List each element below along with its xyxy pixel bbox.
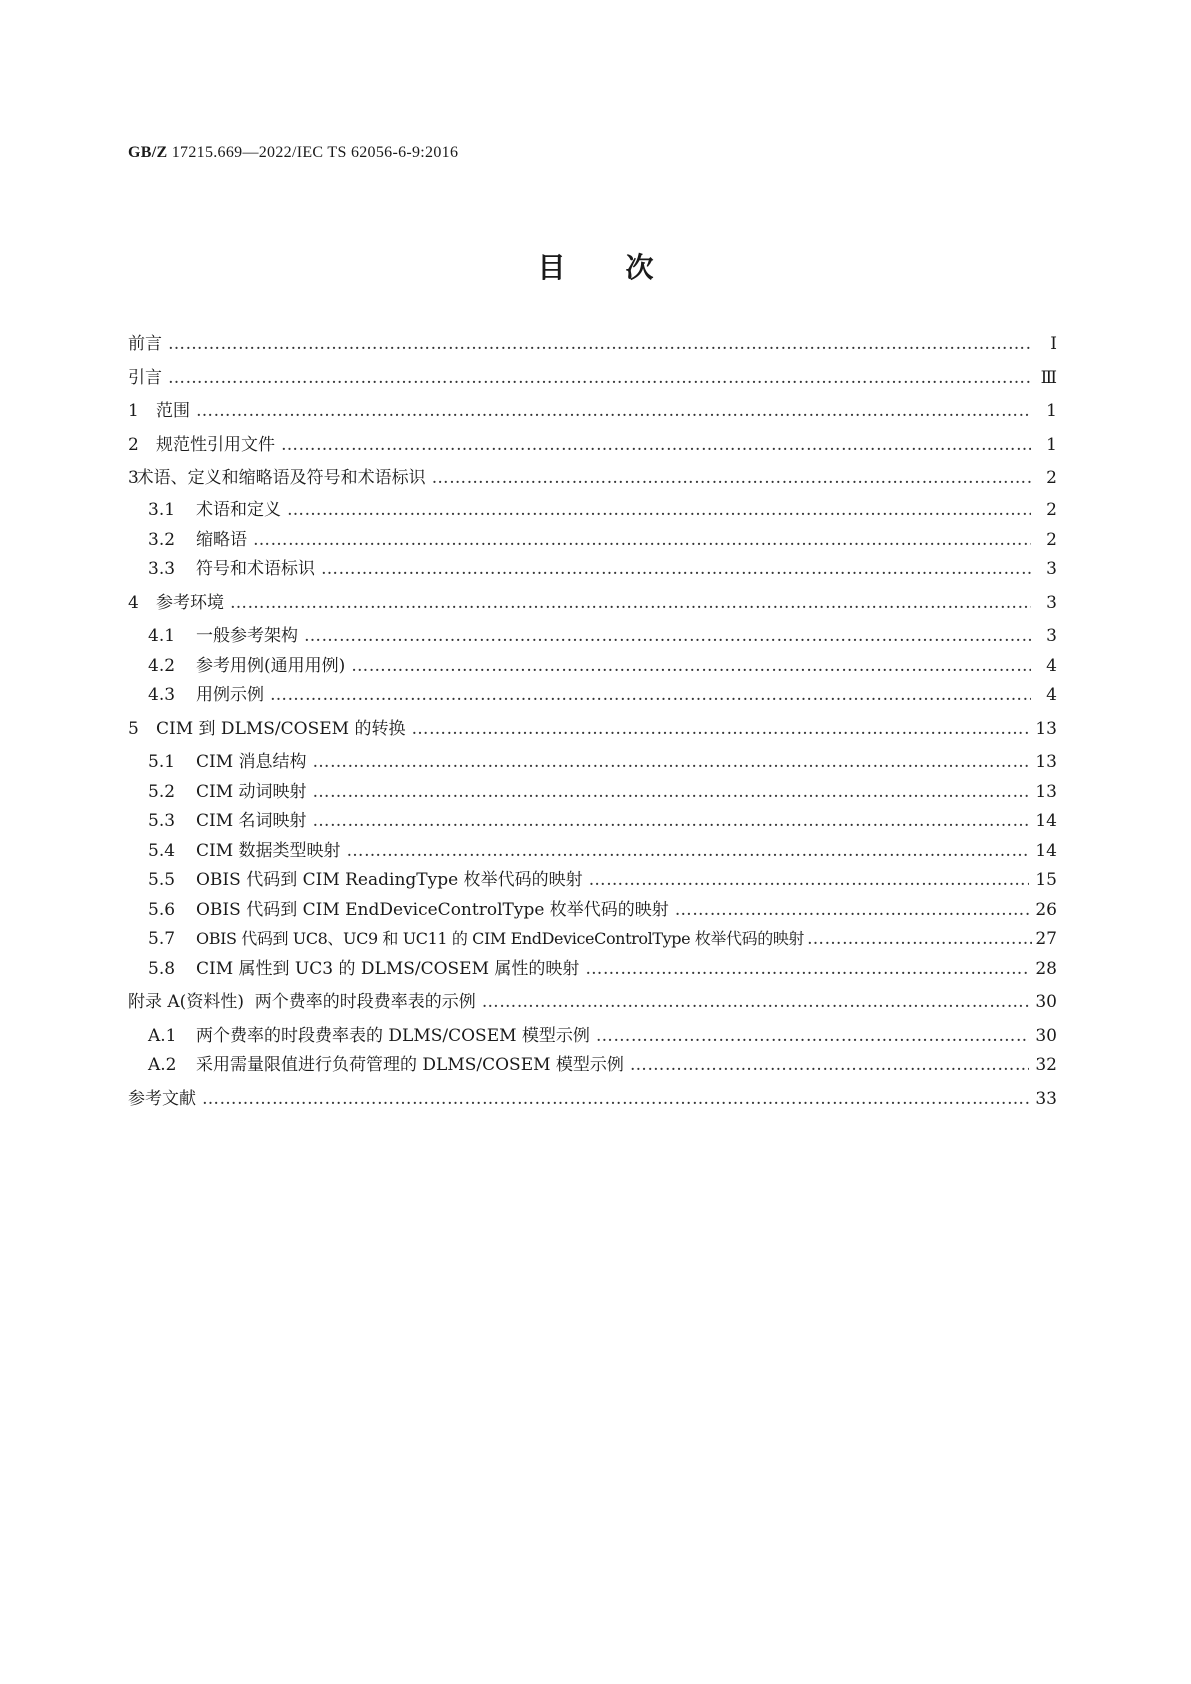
standard-header: [128, 144, 458, 162]
toc-entry-page: 3: [1046, 626, 1057, 646]
toc-entry-number: A.1: [148, 1026, 177, 1046]
toc-entry-page: 32: [1035, 1055, 1057, 1075]
toc-entry-introduction[interactable]: [128, 366, 1057, 390]
dot-leader: [585, 957, 1029, 981]
toc-entry-page: 2: [1046, 500, 1057, 520]
toc-entry-page: 13: [1035, 782, 1057, 802]
dot-leader: [411, 717, 1029, 741]
toc-entry-page: 13: [1035, 719, 1057, 739]
toc-entry-5-6[interactable]: [148, 898, 1057, 922]
toc-entry-number: 5.4: [148, 841, 176, 861]
toc-entry-number: 5: [128, 719, 139, 739]
toc-entry-number: 2: [128, 435, 139, 455]
dot-leader: [347, 839, 1030, 863]
toc-entry-page: 30: [1035, 992, 1057, 1012]
toc-entry-page: 15: [1035, 870, 1057, 890]
toc-entry-4-3[interactable]: [148, 683, 1057, 707]
toc-entry-annex-a[interactable]: [128, 990, 1057, 1014]
toc-entry-page: 28: [1035, 959, 1057, 979]
toc-entry-title: 两个费率的时段费率表的 DLMS/COSEM 模型示例: [196, 1026, 590, 1046]
toc-entry-number: 5.7: [148, 929, 176, 949]
toc-entry-4[interactable]: [128, 591, 1057, 615]
toc-entry-title: 引言: [128, 368, 162, 388]
toc-entry-title: OBIS 代码到 CIM ReadingType 枚举代码的映射: [196, 870, 583, 890]
toc-entry-title: 符号和术语标识: [196, 559, 315, 579]
toc-entry-foreword[interactable]: [128, 332, 1057, 356]
toc-entry-4-2[interactable]: [148, 654, 1057, 678]
toc-entry-4-1[interactable]: [148, 624, 1057, 648]
toc-entry-title: CIM 消息结构: [196, 752, 307, 772]
toc-entry-page: Ⅲ: [1040, 368, 1057, 388]
dot-leader: [313, 780, 1030, 804]
dot-leader: [807, 927, 1032, 951]
toc-entry-bibliography[interactable]: [128, 1087, 1057, 1111]
dot-leader: [168, 366, 1031, 390]
toc-entry-title: CIM 动词映射: [196, 782, 307, 802]
toc-entry-title: CIM 到 DLMS/COSEM 的转换: [156, 719, 406, 739]
toc-entry-5-8[interactable]: [148, 957, 1057, 981]
dot-leader: [202, 1087, 1029, 1111]
toc-entry-3-2[interactable]: [148, 528, 1057, 552]
toc-entry-title: 术语、定义和缩略语及符号和术语标识: [136, 468, 426, 488]
toc-entry-page: 33: [1035, 1089, 1057, 1109]
toc-entry-5-5[interactable]: [148, 868, 1057, 892]
toc-entry-number: 4.1: [148, 626, 176, 646]
toc-entry-number: 4.2: [148, 656, 176, 676]
toc-entry-title: CIM 名词映射: [196, 811, 307, 831]
dot-leader: [281, 433, 1031, 457]
toc-entry-3[interactable]: [128, 466, 1057, 490]
toc-entry-1[interactable]: [128, 399, 1057, 423]
toc-entry-title: OBIS 代码到 UC8、UC9 和 UC11 的 CIM EndDeviceControlType 枚举代码的映射: [196, 929, 805, 948]
toc-entry-number: 5.3: [148, 811, 176, 831]
toc-entry-page: 3: [1046, 593, 1057, 613]
toc-entry-5-4[interactable]: [148, 839, 1057, 863]
toc-entry-title: CIM 属性到 UC3 的 DLMS/COSEM 属性的映射: [196, 959, 580, 979]
dot-leader: [313, 750, 1030, 774]
toc-entry-5-1[interactable]: [148, 750, 1057, 774]
toc-entry-number: 3.2: [148, 530, 176, 550]
dot-leader: [432, 466, 1031, 490]
toc-entry-page: 1: [1046, 401, 1057, 421]
toc-entry-a-2[interactable]: [148, 1053, 1057, 1077]
toc-entry-5-2[interactable]: [148, 780, 1057, 804]
dot-leader: [482, 990, 1030, 1014]
standard-code: GB/Z: [128, 144, 168, 161]
toc-entry-page: Ⅰ: [1050, 334, 1057, 354]
dot-leader: [675, 898, 1030, 922]
toc-entry-number: 5.8: [148, 959, 176, 979]
dot-leader: [230, 591, 1031, 615]
dot-leader: [287, 498, 1031, 522]
toc-entry-title: CIM 数据类型映射: [196, 841, 341, 861]
dot-leader: [168, 332, 1031, 356]
toc-entry-3-1[interactable]: [148, 498, 1057, 522]
dot-leader: [270, 683, 1031, 707]
toc-entry-title: 附录 A(资料性) 两个费率的时段费率表的示例: [128, 992, 476, 1012]
toc-entry-3-3[interactable]: [148, 557, 1057, 581]
toc-entry-page: 2: [1046, 468, 1057, 488]
toc-entry-5[interactable]: [128, 717, 1057, 741]
toc-entry-title: 一般参考架构: [196, 626, 298, 646]
toc-entry-page: 4: [1046, 656, 1057, 676]
toc-entry-page: 14: [1035, 811, 1057, 831]
dot-leader: [596, 1024, 1029, 1048]
dot-leader: [351, 654, 1031, 678]
toc-entry-title: 前言: [128, 334, 162, 354]
toc-entry-title: 范围: [156, 401, 190, 421]
toc-title: 目次: [537, 251, 714, 284]
dot-leader: [630, 1053, 1029, 1077]
toc-entry-title: 术语和定义: [196, 500, 281, 520]
toc-entry-page: 3: [1046, 559, 1057, 579]
dot-leader: [313, 809, 1030, 833]
toc-entry-title: 用例示例: [196, 685, 264, 705]
toc-entry-a-1[interactable]: [148, 1024, 1057, 1048]
toc-entry-5-3[interactable]: [148, 809, 1057, 833]
toc-entry-number: 4: [128, 593, 139, 613]
toc-entry-number: 5.1: [148, 752, 176, 772]
standard-number: 17215.669—2022/IEC TS 62056-6-9:2016: [171, 144, 459, 161]
toc-entry-number: 5.2: [148, 782, 176, 802]
toc-entry-page: 30: [1035, 1026, 1057, 1046]
toc-entry-number: A.2: [148, 1055, 177, 1075]
toc-entry-page: 13: [1035, 752, 1057, 772]
toc-entry-title: 参考用例(通用用例): [196, 656, 346, 676]
toc-entry-number: 4.3: [148, 685, 176, 705]
dot-leader: [321, 557, 1031, 581]
toc-entry-number: 5.5: [148, 870, 176, 890]
toc-entry-title: 规范性引用文件: [156, 435, 275, 455]
toc-entry-title: OBIS 代码到 CIM EndDeviceControlType 枚举代码的映射: [196, 900, 669, 920]
toc-entry-page: 1: [1046, 435, 1057, 455]
dot-leader: [304, 624, 1031, 648]
dot-leader: [589, 868, 1030, 892]
toc-entry-page: 4: [1046, 685, 1057, 705]
toc-entry-number: 1: [128, 401, 139, 421]
toc-entry-page: 26: [1035, 900, 1057, 920]
toc-entry-page: 27: [1035, 929, 1057, 949]
toc-entry-title: 参考环境: [156, 593, 224, 613]
dot-leader: [253, 528, 1031, 552]
toc-entry-5-7[interactable]: [148, 927, 1057, 951]
toc-entry-number: 3.1: [148, 500, 176, 520]
toc-entry-title: 参考文献: [128, 1089, 196, 1109]
toc-entry-number: 3: [128, 468, 139, 488]
toc-entry-number: 5.6: [148, 900, 176, 920]
toc-entry-title: 采用需量限值进行负荷管理的 DLMS/COSEM 模型示例: [196, 1055, 624, 1075]
toc-entry-2[interactable]: [128, 433, 1057, 457]
toc-entry-title: 缩略语: [196, 530, 247, 550]
toc-entry-number: 3.3: [148, 559, 176, 579]
toc-entry-page: 14: [1035, 841, 1057, 861]
dot-leader: [196, 399, 1031, 423]
toc-entry-page: 2: [1046, 530, 1057, 550]
